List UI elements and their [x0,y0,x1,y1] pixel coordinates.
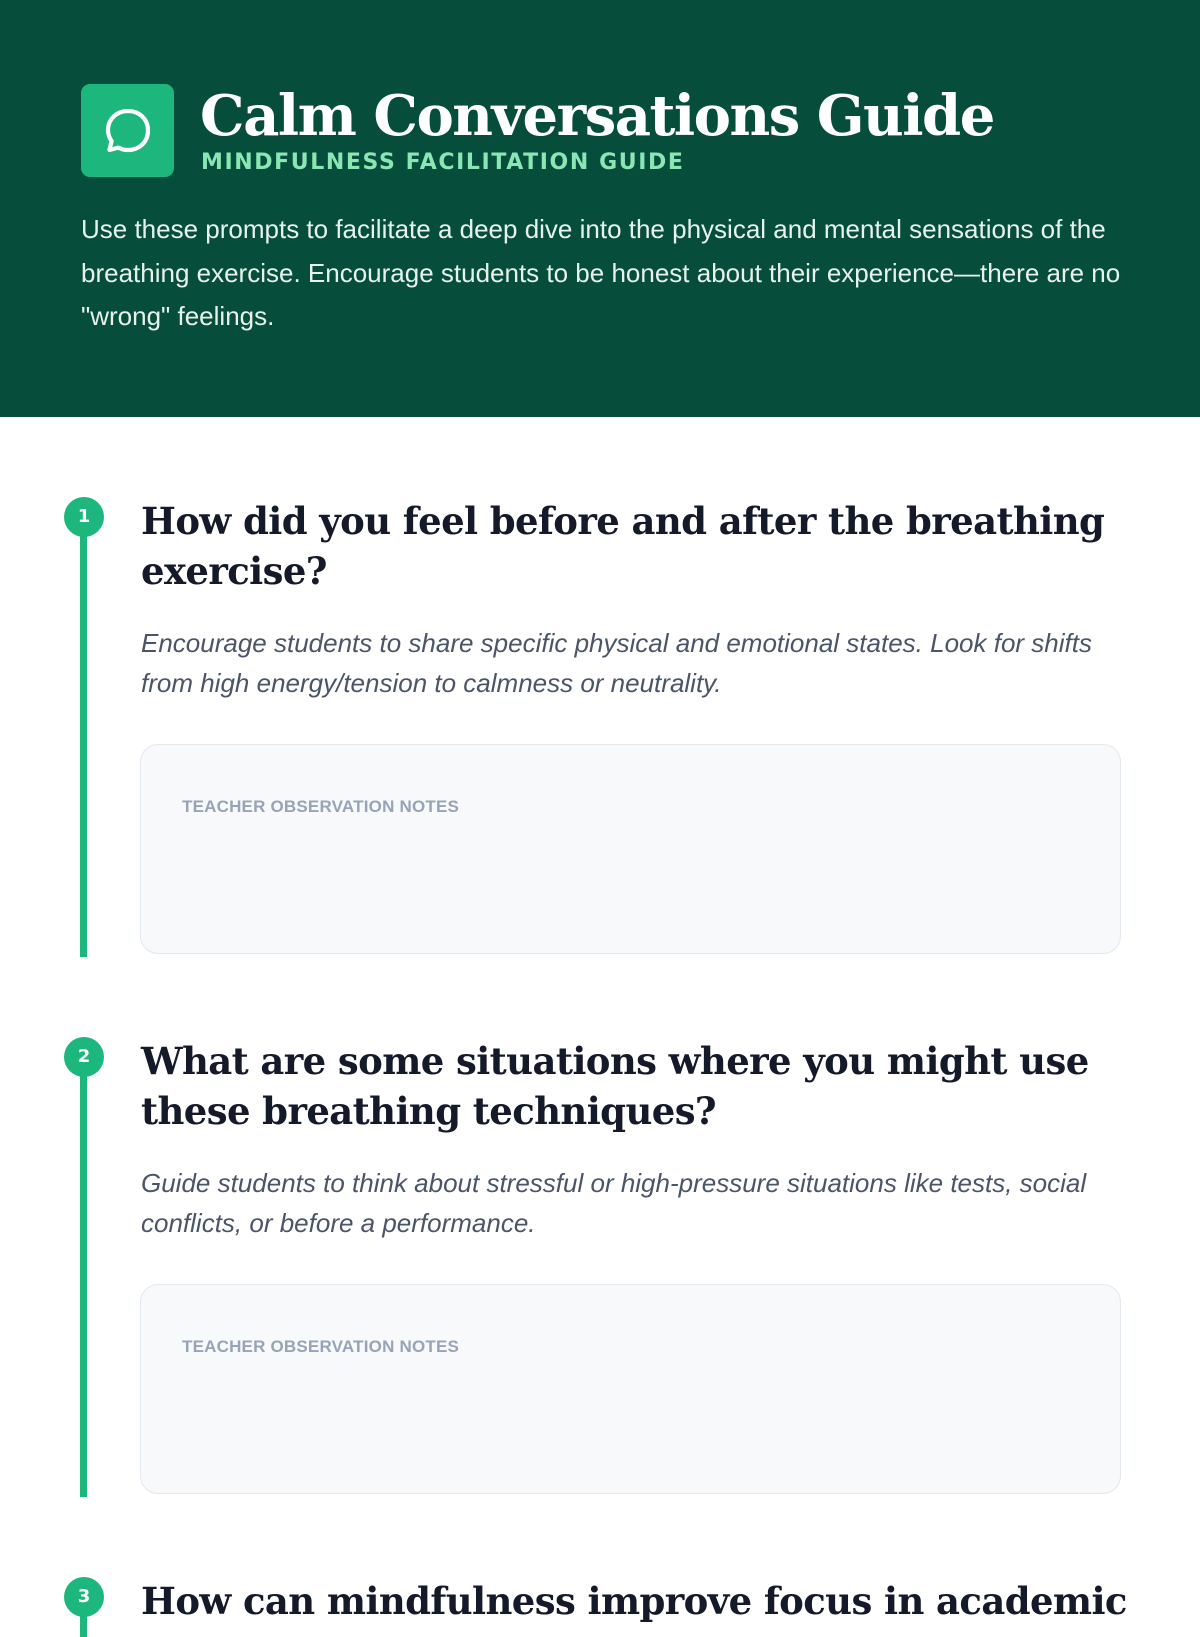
timeline-line [80,1057,87,1497]
page-title: Calm Conversations Guide [200,83,994,149]
notes-label: TEACHER OBSERVATION NOTES [182,797,460,816]
notes-label: TEACHER OBSERVATION NOTES [182,1337,460,1356]
speech-bubble-icon [100,103,156,159]
timeline-line [80,517,87,957]
step-number-badge: 2 [64,1037,104,1077]
guide-header [0,0,1200,417]
step-number-badge: 1 [64,497,104,537]
step-number-badge: 3 [64,1577,104,1617]
notes-area[interactable] [140,744,1121,954]
intro-paragraph: Use these prompts to facilitate a deep dive into the physical and mental sensations of the breathing exercise. Encourage students to be honest about their experience—there are no "wrong" feelings. [81,214,1121,331]
question-guidance: Guide students to think about stressful or high-pressure situations like tests, social conflicts, or before a performance. [141,1168,1087,1238]
question-heading: What are some situations where you might use these breathing techniques? [141,1039,1089,1133]
question-heading: How can mindfulness improve focus in academic [141,1579,1127,1623]
question-guidance: Encourage students to share specific physical and emotional states. Look for shifts from high energy/tension to calmness or neutrality. [141,628,1092,698]
notes-area[interactable] [140,1284,1121,1494]
page-subtitle: MINDFULNESS FACILITATION GUIDE [201,150,685,175]
logo-tile [81,84,174,177]
question-heading: How did you feel before and after the breathing exercise? [141,499,1105,593]
